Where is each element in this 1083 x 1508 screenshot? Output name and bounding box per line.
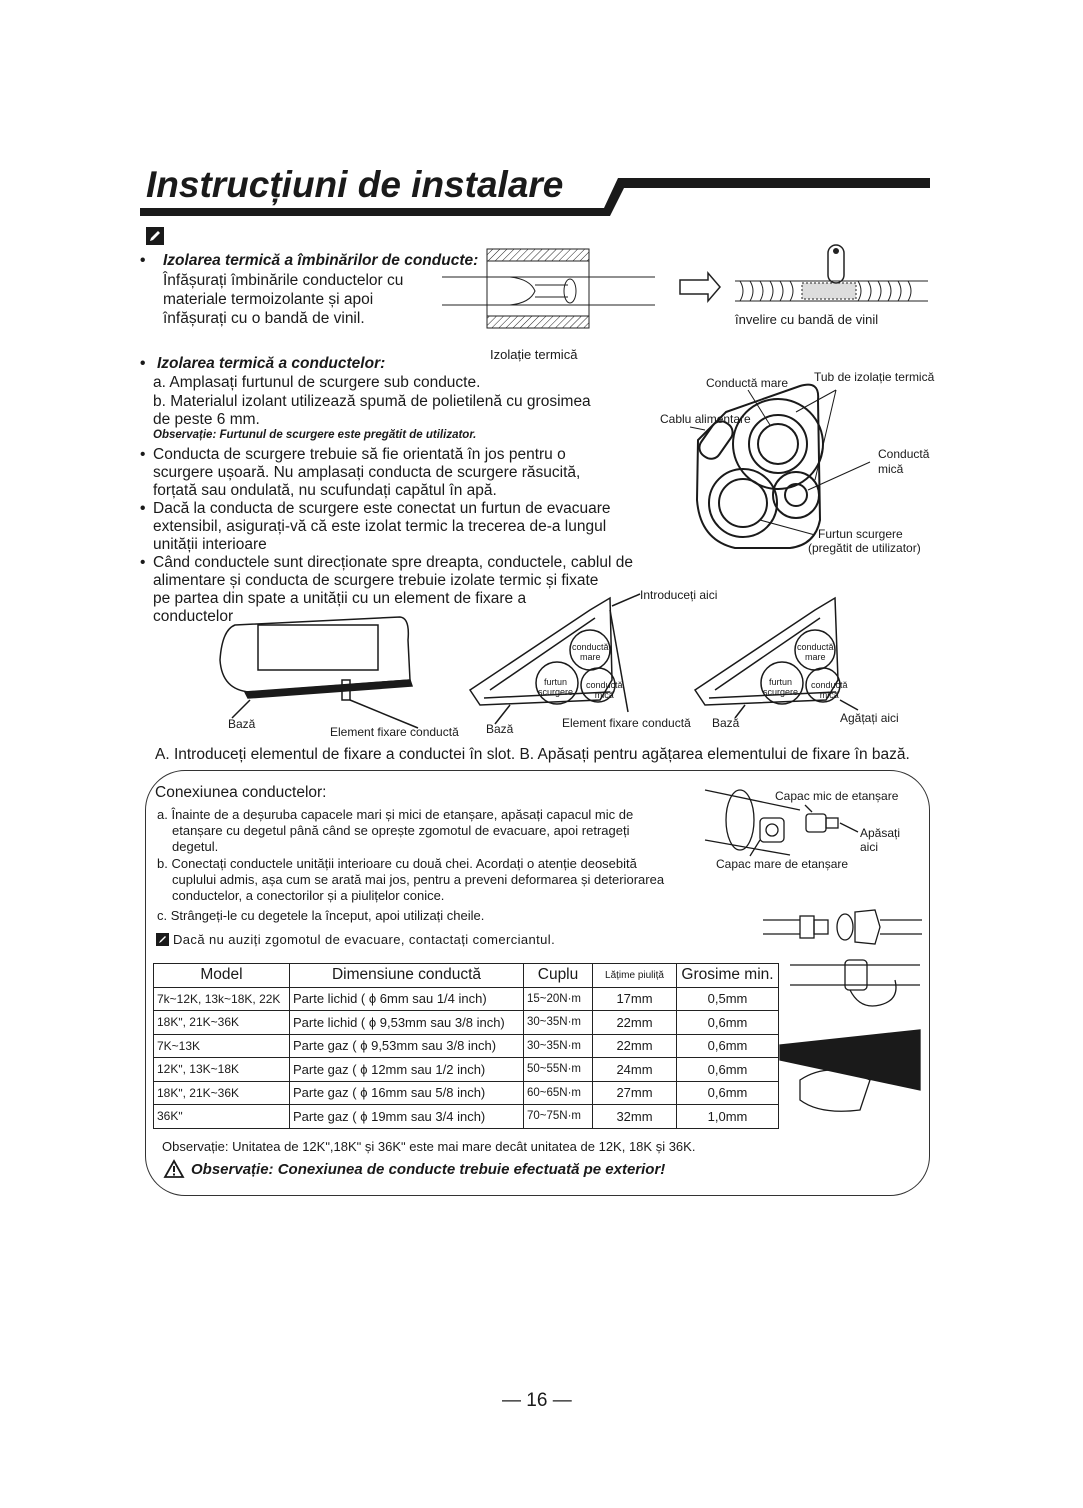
label-big-pipe-small: conductă mare — [797, 642, 834, 662]
warning-icon — [164, 1160, 184, 1178]
cell: 18Kʺ, 21K~36K — [154, 1081, 290, 1105]
label-drain: (pregătit de utilizator) — [808, 541, 921, 555]
bullet: • — [140, 500, 146, 517]
cell: Parte gaz ( ϕ 12mm sau 1/2 inch) — [290, 1058, 524, 1082]
cell: Parte gaz ( ϕ 19mm sau 3/4 inch) — [290, 1105, 524, 1129]
label-small-cap: Capac mic de etanșare — [775, 789, 899, 803]
table-row — [154, 1011, 779, 1035]
text-line: pe partea din spate a unității cu un element de fixare a — [153, 590, 527, 607]
cell: 30~35N·m — [524, 1011, 593, 1035]
label-small-pipe-small: conductă mică — [586, 680, 623, 700]
label-drain-small: furtun scurgere — [538, 677, 574, 697]
cell: Parte lichid ( ϕ 6mm sau 1/4 inch) — [290, 987, 524, 1011]
table-header-row — [154, 964, 779, 988]
cell: 0,6mm — [677, 1058, 779, 1082]
label-press-here: aici — [860, 840, 879, 854]
cell: 60~65N·m — [524, 1081, 593, 1105]
table-row — [154, 1058, 779, 1082]
label-small-pipe: mică — [878, 462, 904, 476]
cell: 50~55N·m — [524, 1058, 593, 1082]
text-line: conductelor, a conectorilor și a piulițelor conice. — [172, 888, 445, 903]
label-power-cable: Cablu alimentare — [660, 412, 751, 426]
section2-heading: Izolarea termică a conductelor: — [157, 355, 386, 372]
text-line: unității interioare — [153, 536, 267, 553]
label-base: Bază — [486, 722, 514, 736]
label-insulation-tube: Tub de izolație termică — [814, 370, 935, 384]
torque-table — [153, 963, 779, 1129]
table-row — [154, 987, 779, 1011]
cell: 36Kʺ — [154, 1105, 290, 1129]
label-insert-here: Introduceți aici — [640, 588, 718, 602]
cell: 24mm — [593, 1058, 677, 1082]
cell: 22mm — [593, 1034, 677, 1058]
cell: 30~35N·m — [524, 1034, 593, 1058]
label-vinyl-tape: învelire cu bandă de vinil — [735, 312, 879, 327]
table-row — [154, 1034, 779, 1058]
text-line: b. Materialul izolant utilizează spumă de polietilenă cu grosimea — [153, 393, 591, 410]
cell: 32mm — [593, 1105, 677, 1129]
text-line: b. Conectați conductele unității interioare cu două chei. Acordați o atenție deosebită — [157, 856, 637, 871]
label-big-pipe-small: conductă mare — [572, 642, 609, 662]
text-line: Înfășurați îmbinările conductelor cu — [163, 272, 404, 289]
table-row — [154, 1105, 779, 1129]
connection-heading: Conexiunea conductelor: — [155, 784, 327, 801]
label-hook-here: Agățați aici — [840, 711, 899, 725]
bullet: • — [140, 554, 146, 571]
label-drain-small: furtun scurgere — [763, 677, 799, 697]
text-line: materiale termoizolante și apoi — [163, 291, 374, 308]
cell: 70~75N·m — [524, 1105, 593, 1129]
col-thickness: Grosime min. — [677, 964, 779, 988]
cell: 18Kʺ, 21K~36K — [154, 1011, 290, 1035]
bullet: • — [140, 355, 146, 372]
table-row — [154, 1081, 779, 1105]
text-line: c. Strângeți-le cu degetele la început, apoi utilizați cheile. — [157, 908, 485, 923]
label-big-pipe: Conductă mare — [706, 376, 789, 390]
cell: Parte gaz ( ϕ 16mm sau 5/8 inch) — [290, 1081, 524, 1105]
text-line: Dacă la conducta de scurgere este conectat un furtun de evacuare — [153, 500, 611, 517]
text-line: forțată sau ondulată, nu scufundați capătul în apă. — [153, 482, 497, 499]
model-note: Observație: Unitatea de 12Kʺ,18Kʺ și 36Kʺ este mai mare decât unitatea de 12K, 18K și 36K. — [162, 1139, 696, 1154]
text-line: cuplului admis, așa cum se arată mai jos, pentru a preveni deformarea și deteriorarea — [172, 872, 665, 887]
text-line: conductelor — [153, 608, 234, 625]
cell: 27mm — [593, 1081, 677, 1105]
warning-text: Observație: Conexiunea de conducte trebuie efectuată pe exterior! — [191, 1161, 666, 1178]
label-clamp: Element fixare conductă — [562, 716, 691, 730]
cell: 0,6mm — [677, 1034, 779, 1058]
cell: 15~20N·m — [524, 987, 593, 1011]
col-nut-width: Lățime piuliță — [593, 964, 677, 988]
cell: 17mm — [593, 987, 677, 1011]
bullet: • — [140, 446, 146, 463]
page-title: Instrucțiuni de instalare — [146, 164, 564, 205]
label-big-cap: Capac mare de etanșare — [716, 857, 849, 871]
label-drain: Furtun scurgere — [818, 527, 903, 541]
cell: 22mm — [593, 1011, 677, 1035]
label-press-here: Apăsați — [860, 826, 901, 840]
cell: 0,6mm — [677, 1011, 779, 1035]
text-line: a. Înainte de a deșuruba capacele mari și mici de etanșare, apăsați capacul mic de — [157, 807, 634, 822]
cell: 1,0mm — [677, 1105, 779, 1129]
cell: 12Kʺ, 13K~18K — [154, 1058, 290, 1082]
cell: 7k~12K, 13k~18K, 22K — [154, 987, 290, 1011]
note-drain: Observație: Furtunul de scurgere este pregătit de utilizator. — [153, 429, 477, 441]
cell: Parte gaz ( ϕ 9,53mm sau 3/8 inch) — [290, 1034, 524, 1058]
text-line: înfășurați cu o bandă de vinil. — [163, 310, 365, 327]
col-size: Dimensiune conductă — [290, 964, 524, 988]
label-small-pipe: Conductă — [878, 447, 930, 461]
text-line: Când conductele sunt direcționate spre dreapta, conductele, cablul de — [153, 554, 633, 571]
mounting-caption: A. Introduceți elementul de fixare a conductei în slot. B. Apăsați pentru agățarea elementului de fixare în bază. — [155, 746, 910, 763]
text-line: scurgere ușoară. Nu amplasați conducta de scurgere răsucită, — [153, 464, 581, 481]
label-base: Bază — [712, 716, 740, 730]
label-clamp: Element fixare conductă — [330, 725, 459, 739]
text-line: de peste 6 mm. — [153, 411, 260, 428]
cell: 0,6mm — [677, 1081, 779, 1105]
cell: 0,5mm — [677, 987, 779, 1011]
text-line: a. Amplasați furtunul de scurgere sub conducte. — [153, 374, 481, 391]
col-model: Model — [154, 964, 290, 988]
text-line: etanșare cu degetul până când se oprește zgomotul de evacuare, apoi retrageți — [172, 823, 630, 838]
text-line: degetul. — [172, 839, 219, 854]
col-torque: Cuplu — [524, 964, 593, 988]
tip-text: Dacă nu auziți zgomotul de evacuare, contactați comerciantul. — [173, 932, 556, 947]
bullet: • — [140, 252, 146, 269]
cell: 7K~13K — [154, 1034, 290, 1058]
page-number: — 16 — — [502, 1390, 572, 1411]
text-line: alimentare și conducta de scurgere trebuie izolate termic și fixate — [153, 572, 599, 589]
text-line: Conducta de scurgere trebuie să fie orientată în jos pentru o — [153, 446, 566, 463]
label-insulation: Izolație termică — [490, 347, 578, 362]
cell: Parte lichid ( ϕ 9,53mm sau 3/8 inch) — [290, 1011, 524, 1035]
text-line: extensibil, asigurați-vă că este izolat termic la trecerea de-a lungul — [153, 518, 607, 535]
section1-heading: Izolarea termică a îmbinărilor de conducte: — [163, 252, 479, 269]
label-small-pipe-small: conductă mică — [811, 680, 848, 700]
label-base: Bază — [228, 717, 256, 731]
